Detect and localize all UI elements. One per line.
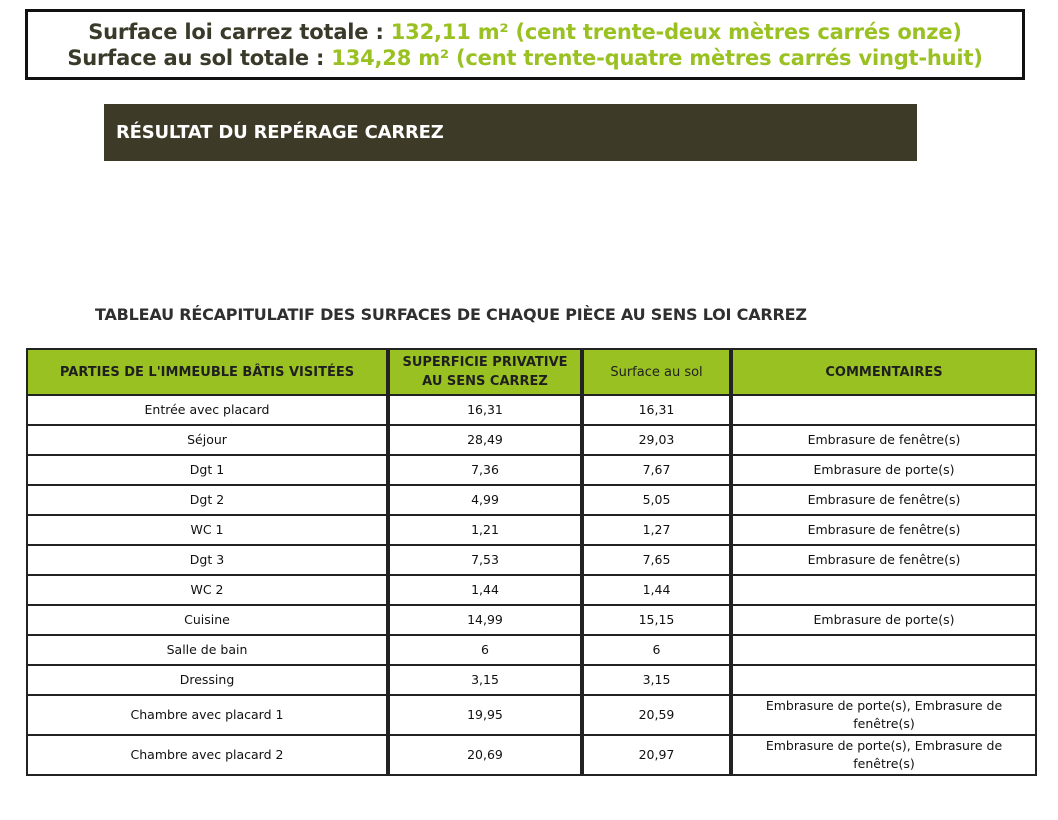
cell-surface-sol: 1,27: [582, 515, 731, 545]
cell-surface-sol: 15,15: [582, 605, 731, 635]
carrez-total-label: Surface loi carrez totale :: [88, 19, 391, 44]
carrez-total-value: 132,11 m² (cent trente-deux mètres carrés onze): [390, 19, 962, 44]
carrez-total-line: [88, 20, 962, 44]
surface-summary-box: [25, 9, 1025, 80]
cell-surface-sol: 5,05: [582, 485, 731, 515]
table-row: [27, 455, 1036, 485]
cell-piece: WC 2: [27, 575, 388, 605]
cell-superficie-carrez: 1,21: [388, 515, 582, 545]
cell-commentaire: [731, 635, 1036, 665]
cell-surface-sol: 20,97: [582, 735, 731, 775]
cell-piece: Séjour: [27, 425, 388, 455]
cell-superficie-carrez: 7,36: [388, 455, 582, 485]
cell-superficie-carrez: 1,44: [388, 575, 582, 605]
cell-commentaire: Embrasure de fenêtre(s): [731, 485, 1036, 515]
cell-surface-sol: 7,67: [582, 455, 731, 485]
cell-superficie-carrez: 6: [388, 635, 582, 665]
cell-commentaire: [731, 575, 1036, 605]
cell-piece: Dgt 3: [27, 545, 388, 575]
cell-piece: Cuisine: [27, 605, 388, 635]
cell-commentaire: Embrasure de porte(s), Embrasure de fenêtre(s): [731, 735, 1036, 775]
table-row: [27, 735, 1036, 775]
header-superficie-carrez: SUPERFICIE PRIVATIVE AU SENS CARREZ: [388, 349, 582, 395]
sol-total-label: Surface au sol totale :: [67, 45, 332, 70]
cell-commentaire: [731, 395, 1036, 425]
cell-superficie-carrez: 16,31: [388, 395, 582, 425]
header-parties: PARTIES DE L'IMMEUBLE BÂTIS VISITÉES: [27, 349, 388, 395]
sol-total-value: 134,28 m² (cent trente-quatre mètres carrés vingt-huit): [331, 45, 983, 70]
table-row: [27, 485, 1036, 515]
cell-commentaire: [731, 665, 1036, 695]
cell-commentaire: Embrasure de porte(s): [731, 455, 1036, 485]
section-banner: [104, 104, 917, 161]
cell-superficie-carrez: 20,69: [388, 735, 582, 775]
cell-piece: Entrée avec placard: [27, 395, 388, 425]
cell-surface-sol: 1,44: [582, 575, 731, 605]
cell-piece: Chambre avec placard 2: [27, 735, 388, 775]
cell-surface-sol: 7,65: [582, 545, 731, 575]
cell-superficie-carrez: 4,99: [388, 485, 582, 515]
sol-total-line: [67, 46, 982, 70]
cell-piece: Dressing: [27, 665, 388, 695]
header-surface-sol: Surface au sol: [582, 349, 731, 395]
cell-commentaire: Embrasure de porte(s): [731, 605, 1036, 635]
cell-piece: WC 1: [27, 515, 388, 545]
table-row: [27, 695, 1036, 735]
cell-commentaire: Embrasure de fenêtre(s): [731, 545, 1036, 575]
cell-superficie-carrez: 19,95: [388, 695, 582, 735]
table-header-row: [27, 349, 1036, 395]
cell-piece: Dgt 2: [27, 485, 388, 515]
surfaces-table: [26, 348, 1037, 776]
table-row: [27, 605, 1036, 635]
cell-superficie-carrez: 14,99: [388, 605, 582, 635]
table-row: [27, 575, 1036, 605]
cell-surface-sol: 6: [582, 635, 731, 665]
cell-surface-sol: 3,15: [582, 665, 731, 695]
table-row: [27, 545, 1036, 575]
cell-commentaire: Embrasure de fenêtre(s): [731, 515, 1036, 545]
table-row: [27, 515, 1036, 545]
cell-commentaire: Embrasure de fenêtre(s): [731, 425, 1036, 455]
cell-superficie-carrez: 28,49: [388, 425, 582, 455]
cell-surface-sol: 20,59: [582, 695, 731, 735]
cell-commentaire: Embrasure de porte(s), Embrasure de fenêtre(s): [731, 695, 1036, 735]
header-commentaires: COMMENTAIRES: [731, 349, 1036, 395]
table-row: [27, 665, 1036, 695]
cell-superficie-carrez: 7,53: [388, 545, 582, 575]
table-row: [27, 425, 1036, 455]
cell-piece: Chambre avec placard 1: [27, 695, 388, 735]
table-row: [27, 395, 1036, 425]
cell-piece: Salle de bain: [27, 635, 388, 665]
cell-surface-sol: 29,03: [582, 425, 731, 455]
cell-piece: Dgt 1: [27, 455, 388, 485]
cell-superficie-carrez: 3,15: [388, 665, 582, 695]
table-row: [27, 635, 1036, 665]
cell-surface-sol: 16,31: [582, 395, 731, 425]
table-title: TABLEAU RÉCAPITULATIF DES SURFACES DE CHAQUE PIÈCE AU SENS LOI CARREZ: [95, 305, 807, 324]
section-banner-title: RÉSULTAT DU REPÉRAGE CARREZ: [116, 122, 444, 143]
